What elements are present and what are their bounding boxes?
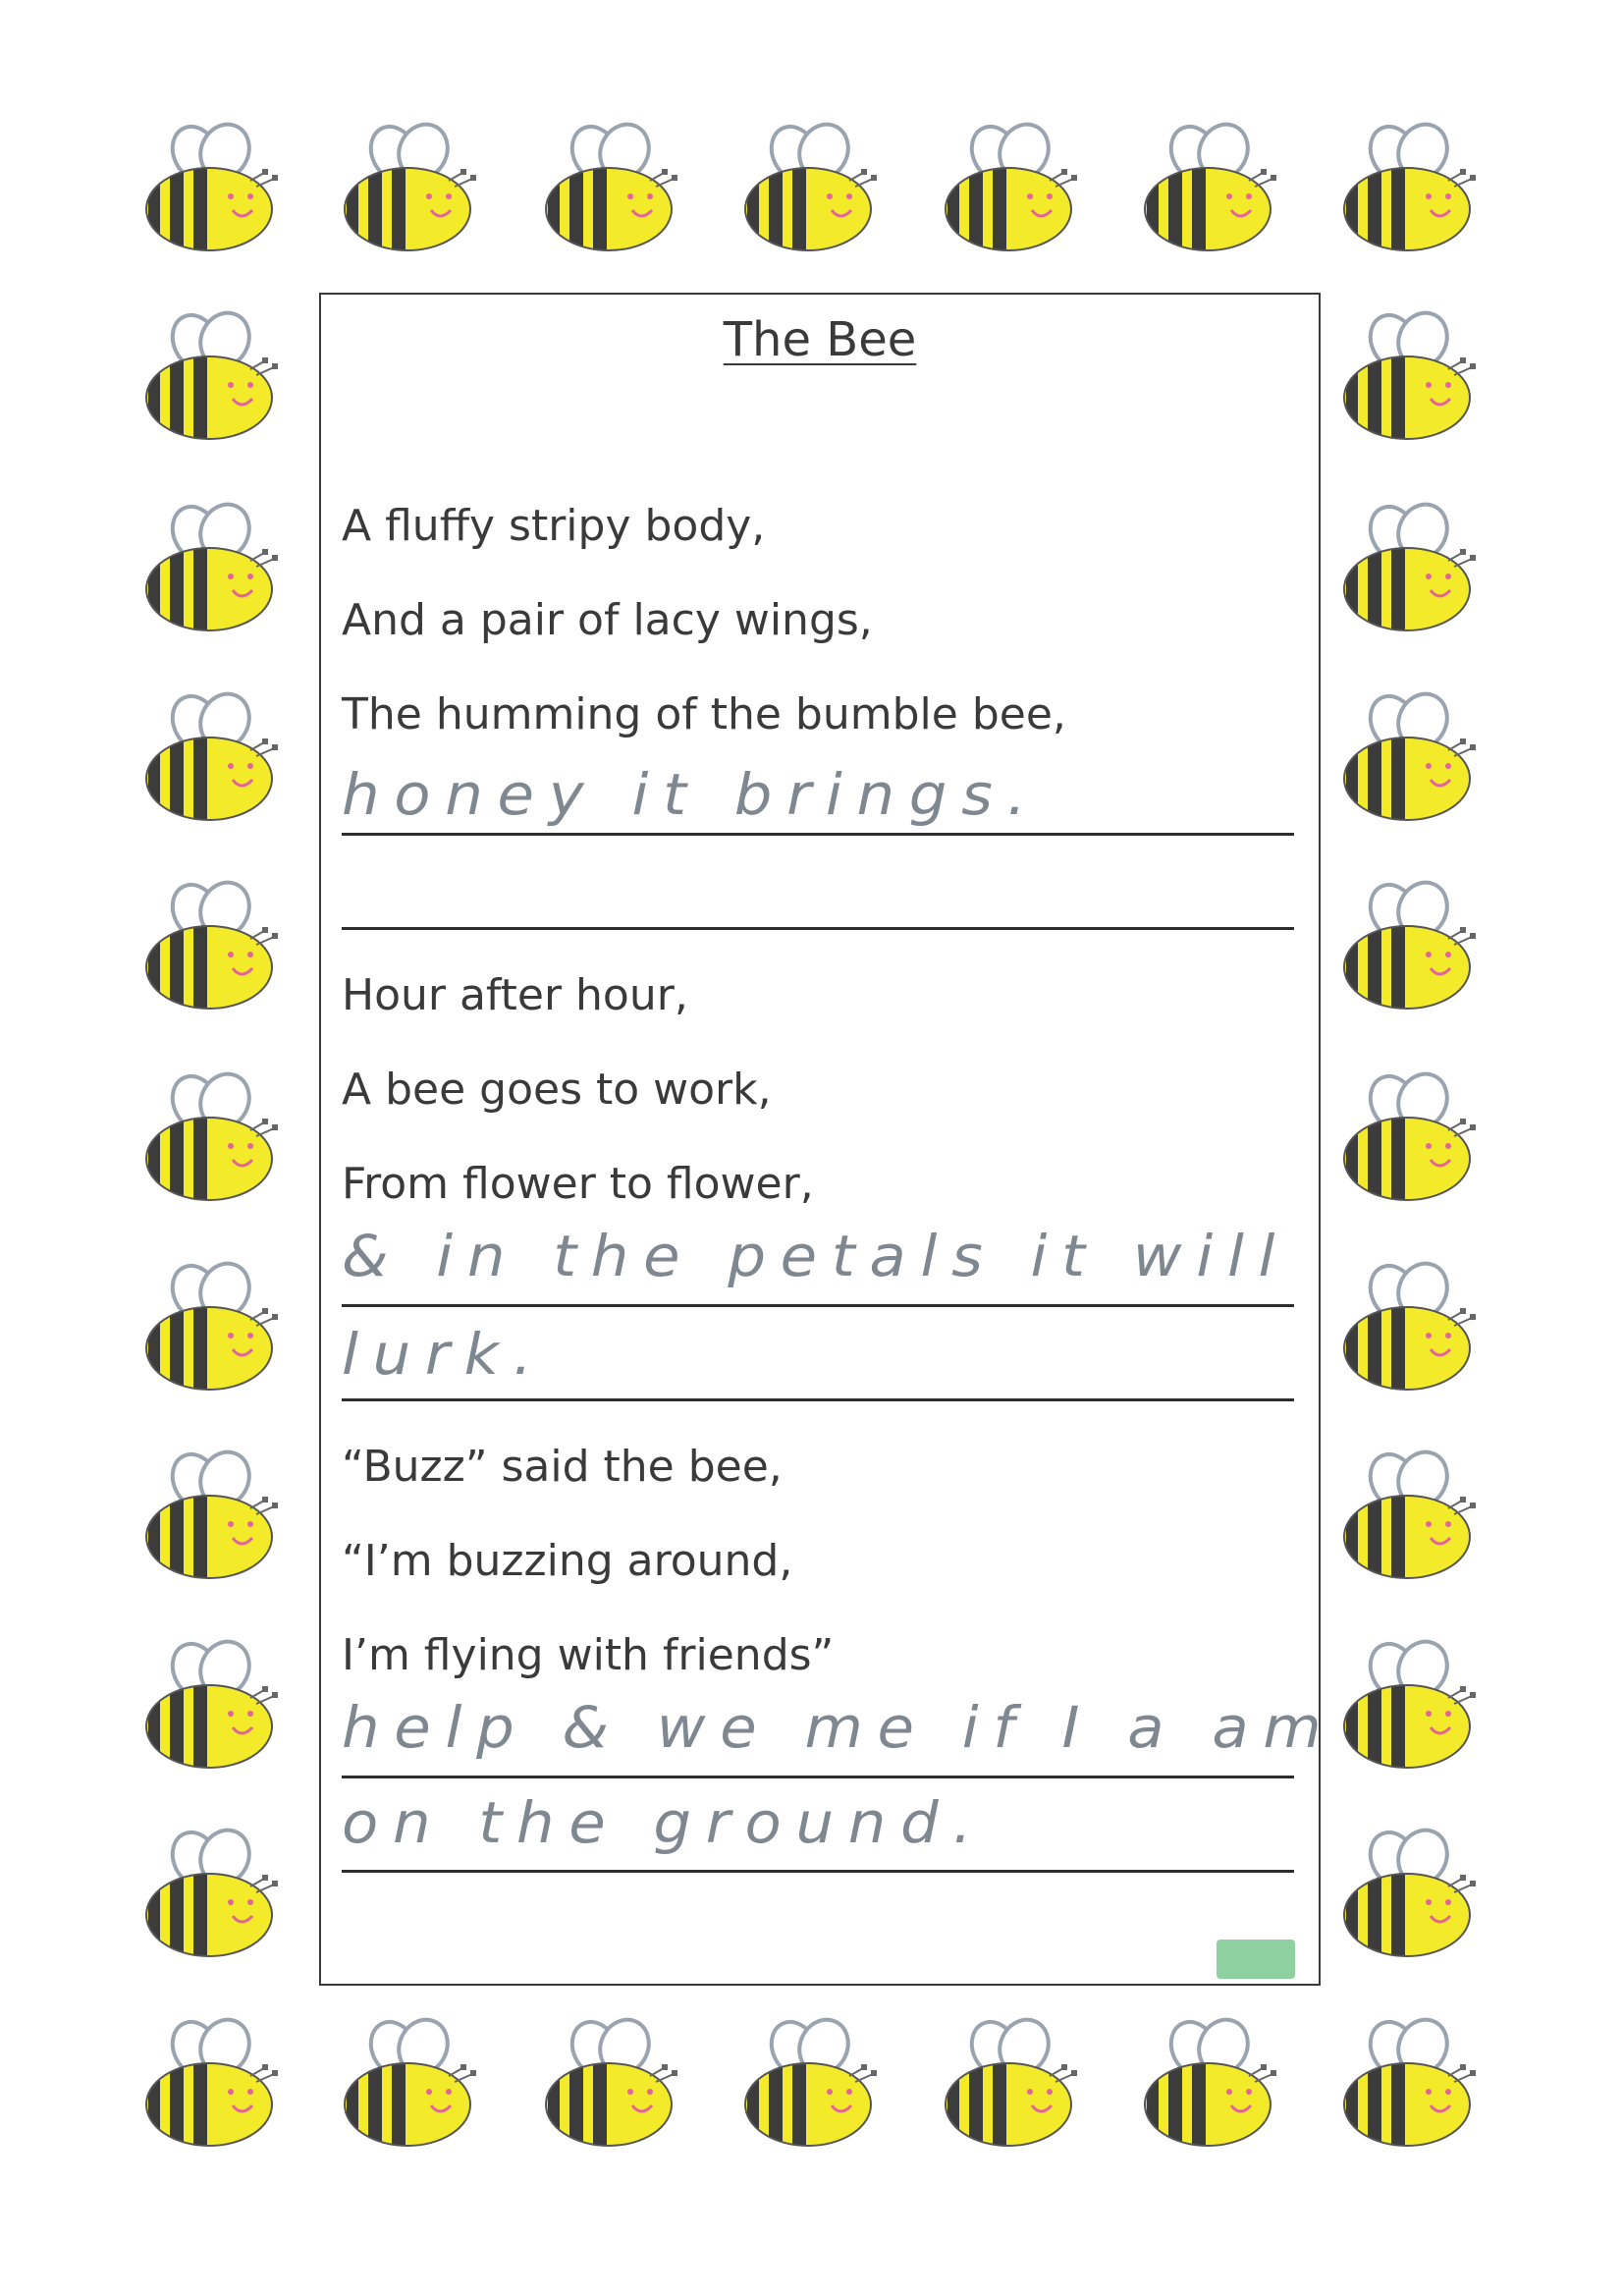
handwritten-answer: help & we me if I a am (342, 1694, 1336, 1761)
bee-icon (140, 1633, 283, 1776)
writing-line (342, 833, 1294, 836)
bee-icon (1338, 1066, 1481, 1208)
writing-line (342, 1776, 1294, 1778)
bee-icon (540, 116, 682, 258)
bee-icon (1338, 1444, 1481, 1586)
handwritten-answer: lurk. (342, 1321, 547, 1388)
poem-line: A bee goes to work, (342, 1065, 772, 1115)
bee-icon (1338, 2011, 1481, 2154)
bee-icon (540, 2011, 682, 2154)
poem-line: I’m flying with friends” (342, 1630, 835, 1680)
bee-icon (1338, 1633, 1481, 1776)
bee-icon (339, 116, 481, 258)
poem-line: From flower to flower, (342, 1159, 814, 1209)
handwritten-answer: honey it brings. (342, 761, 1041, 828)
bee-icon (940, 2011, 1082, 2154)
bee-icon (1338, 496, 1481, 638)
writing-line (342, 1304, 1294, 1307)
handwritten-answer: & in the petals it will (342, 1223, 1290, 1289)
bee-icon (140, 1822, 283, 1964)
bee-icon (140, 116, 283, 258)
bee-icon (1139, 116, 1281, 258)
page-title: The Bee (723, 312, 917, 367)
bee-icon (339, 2011, 481, 2154)
poem-line: A fluffy stripy body, (342, 501, 766, 551)
sticker (1217, 1940, 1295, 1979)
bee-icon (1338, 874, 1481, 1016)
writing-line (342, 927, 1294, 930)
bee-icon (1338, 1822, 1481, 1964)
bee-icon (940, 116, 1082, 258)
bee-icon (140, 1444, 283, 1586)
bee-icon (1338, 304, 1481, 447)
bee-icon (140, 496, 283, 638)
bee-icon (1338, 116, 1481, 258)
writing-line (342, 1870, 1294, 1873)
poem-line: “Buzz” said the bee, (342, 1442, 783, 1492)
poem-line: The humming of the bumble bee, (342, 689, 1066, 739)
handwritten-answer (342, 854, 1342, 933)
poem-line: And a pair of lacy wings, (342, 595, 873, 645)
bee-icon (1338, 1255, 1481, 1397)
handwritten-answer: on the ground. (342, 1789, 987, 1856)
bee-icon (140, 1066, 283, 1208)
bee-icon (140, 874, 283, 1016)
bee-icon (1139, 2011, 1281, 2154)
bee-icon (140, 304, 283, 447)
poem-line: Hour after hour, (342, 970, 688, 1020)
bee-icon (140, 1255, 283, 1397)
writing-line (342, 1398, 1294, 1401)
bee-icon (140, 2011, 283, 2154)
bee-icon (1338, 685, 1481, 828)
bee-icon (739, 2011, 882, 2154)
poem-line: “I’m buzzing around, (342, 1536, 793, 1586)
bee-icon (739, 116, 882, 258)
bee-icon (140, 685, 283, 828)
poem-frame (319, 293, 1336, 1986)
